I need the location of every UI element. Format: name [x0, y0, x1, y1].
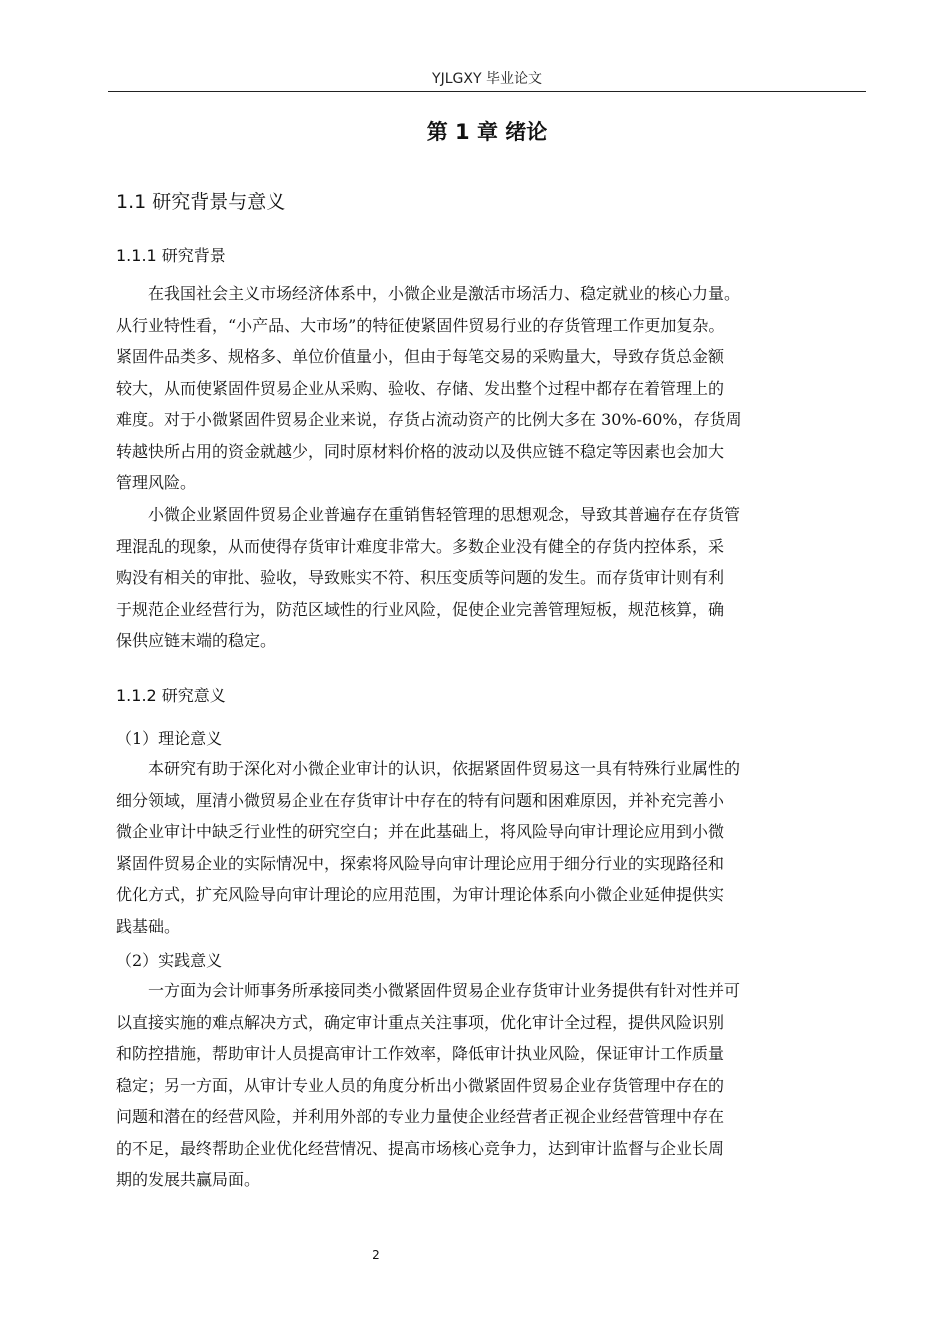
text-line: 期的发展共赢局面。 — [116, 1170, 261, 1189]
text-line: 践基础。 — [116, 916, 181, 936]
text-line: 一方面为会计师事务所承接同类小微紧固件贸易企业存货审计业务提供有针对性并可 — [116, 981, 741, 1000]
chapter-title: 第 1 章 绪论 — [426, 120, 548, 144]
text-line: 紧固件品类多、规格多、单位价值量小，但由于每笔交易的采购量大，导致存货总金额 — [116, 347, 725, 366]
header-rule — [108, 91, 866, 92]
text-line: 在我国社会主义市场经济体系中，小微企业是激活市场活力、稳定就业的核心力量。 — [116, 284, 741, 303]
theory-significance-label: （1）理论意义 — [116, 729, 223, 748]
text-line: 从行业特性看，“小产品、大市场”的特征使紧固件贸易行业的存货管理工作更加复杂。 — [116, 315, 725, 335]
text-line: 管理风险。 — [116, 473, 197, 492]
running-header: YJLGXY 毕业论文 — [432, 71, 542, 87]
text-line: 较大，从而使紧固件贸易企业从采购、验收、存储、发出整个过程中都存在着管理上的 — [116, 378, 725, 398]
practice-significance-label: （2）实践意义 — [116, 951, 223, 970]
theory-paragraph — [116, 753, 868, 942]
subsection-heading-significance: 1.1.2 研究意义 — [116, 686, 226, 705]
text-line: 难度。对于小微紧固件贸易企业来说，存货占流动资产的比例大多在 30%-60%，存货周 — [116, 410, 742, 429]
text-line: 细分领域，厘清小微贸易企业在存货审计中存在的特有问题和困难原因，并补充完善小 — [116, 790, 725, 810]
text-line: 于规范企业经营行为，防范区域性的行业风险，促使企业完善管理短板，规范核算，确 — [116, 599, 725, 619]
page-number: 2 — [372, 1248, 380, 1262]
section-heading: 1.1 研究背景与意义 — [116, 191, 286, 213]
text-line: 微企业审计中缺乏行业性的研究空白；并在此基础上，将风险导向审计理论应用到小微 — [116, 822, 725, 841]
text-line: 和防控措施，帮助审计人员提高审计工作效率，降低审计执业风险，保证审计工作质量 — [116, 1044, 725, 1063]
text-line: 稳定；另一方面，从审计专业人员的角度分析出小微紧固件贸易企业存货管理中存在的 — [116, 1075, 725, 1095]
text-line: 紧固件贸易企业的实际情况中，探索将风险导向审计理论应用于细分行业的实现路径和 — [116, 853, 725, 873]
text-line: 转越快所占用的资金就越少，同时原材料价格的波动以及供应链不稳定等因素也会加大 — [116, 441, 725, 461]
text-line: 理混乱的现象，从而使得存货审计难度非常大。多数企业没有健全的存货内控体系，采 — [116, 536, 725, 556]
background-paragraph-1 — [116, 278, 868, 499]
text-line: 购没有相关的审批、验收，导致账实不符、积压变质等问题的发生。而存货审计则有利 — [116, 568, 725, 587]
text-line: 优化方式，扩充风险导向审计理论的应用范围，为审计理论体系向小微企业延伸提供实 — [116, 885, 725, 904]
text-line: 问题和潜在的经营风险，并利用外部的专业力量使企业经营者正视企业经营管理中存在 — [116, 1107, 725, 1126]
text-line: 本研究有助于深化对小微企业审计的认识，依据紧固件贸易这一具有特殊行业属性的 — [116, 759, 741, 778]
text-line: 小微企业紧固件贸易企业普遍存在重销售轻管理的思想观念，导致其普遍存在存货管 — [116, 505, 741, 524]
background-paragraph-2 — [116, 499, 868, 657]
text-line: 以直接实施的难点解决方式，确定审计重点关注事项，优化审计全过程，提供风险识别 — [116, 1012, 725, 1032]
text-line: 保供应链末端的稳定。 — [116, 631, 277, 650]
practice-paragraph — [116, 975, 868, 1196]
subsection-heading-background: 1.1.1 研究背景 — [116, 246, 226, 265]
text-line: 的不足，最终帮助企业优化经营情况、提高市场核心竞争力，达到审计监督与企业长周 — [116, 1138, 725, 1158]
